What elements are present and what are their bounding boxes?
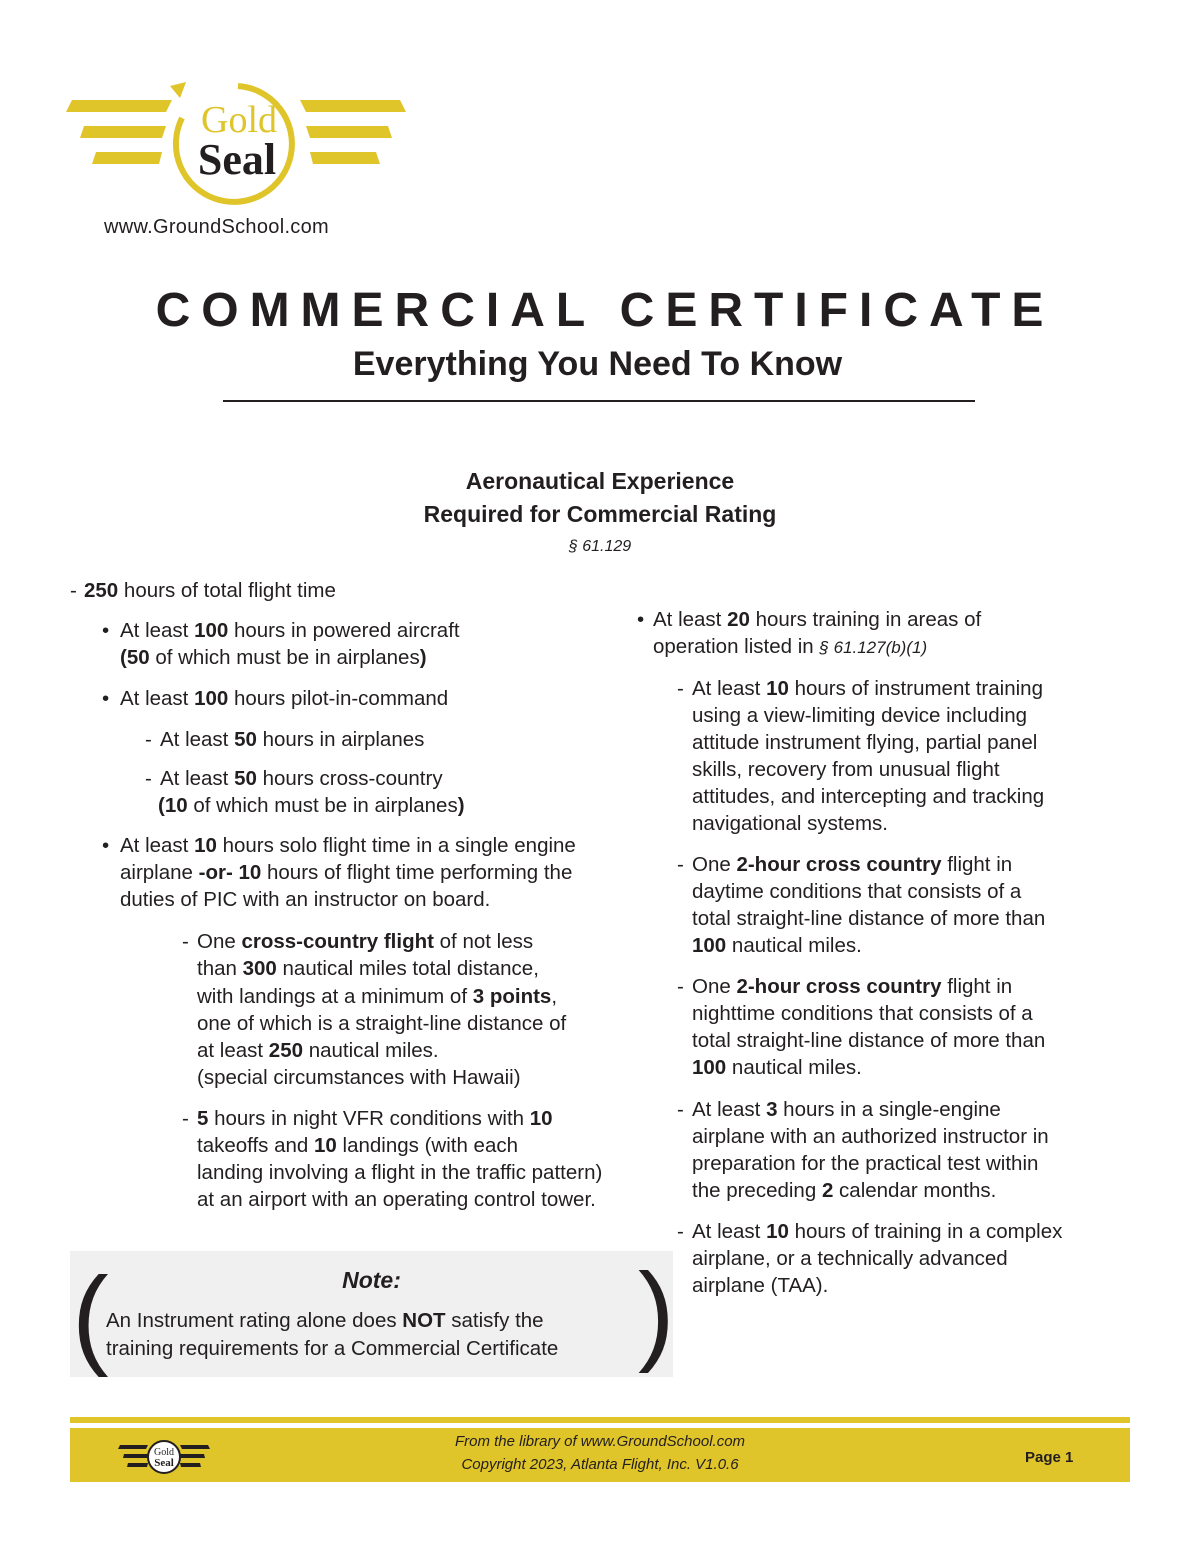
dash-marker: - bbox=[677, 1220, 684, 1243]
bullet-marker: • bbox=[102, 834, 110, 857]
footer-logo-word-seal: Seal bbox=[154, 1457, 174, 1469]
list-item-powered: At least 100 hours in powered aircraft bbox=[120, 619, 460, 642]
document-subtitle: Everything You Need To Know bbox=[352, 345, 843, 383]
list-item-night-l2: takeoffs and 10 landings (with each bbox=[197, 1134, 519, 1157]
list-item-instrument-l3: attitude instrument flying, partial panel bbox=[692, 731, 1038, 754]
list-item-solo-l2: airplane -or- 10 hours of flight time performing the bbox=[120, 861, 573, 884]
dash-marker: - bbox=[677, 975, 684, 998]
list-item-checkride-prep: At least 3 hours in a single-engine bbox=[692, 1098, 1001, 1121]
footer-copyright: Copyright 2023, Atlanta Flight, Inc. V1.0.6 bbox=[461, 1456, 739, 1473]
note-title: Note: bbox=[342, 1267, 401, 1293]
note-close-paren: ) bbox=[638, 1251, 675, 1374]
note-line-1: An Instrument rating alone does NOT satisfy the bbox=[106, 1309, 544, 1332]
list-item-total-time: 250 hours of total flight time bbox=[84, 579, 336, 602]
dash-marker: - bbox=[145, 728, 152, 751]
bullet-marker: • bbox=[637, 608, 645, 631]
list-item-night-xc-l4: 100 nautical miles. bbox=[692, 1056, 862, 1079]
note-open-paren: ( bbox=[72, 1255, 109, 1378]
section-reference: § 61.129 bbox=[568, 538, 632, 555]
list-item-solo-l3: duties of PIC with an instructor on board. bbox=[120, 888, 491, 911]
list-item-instrument: At least 10 hours of instrument training bbox=[692, 677, 1043, 700]
list-item-night-xc-l3: total straight-line distance of more than bbox=[692, 1029, 1046, 1052]
page-number: Page 1 bbox=[1025, 1449, 1074, 1466]
bullet-marker: • bbox=[102, 687, 110, 710]
section-subheading: Required for Commercial Rating bbox=[423, 501, 777, 527]
list-item-xc-flight-l5: at least 250 nautical miles. bbox=[197, 1039, 439, 1062]
bullet-marker: • bbox=[102, 619, 110, 642]
logo-word-gold: Gold bbox=[201, 99, 277, 141]
site-url[interactable]: www.GroundSchool.com bbox=[104, 216, 329, 238]
list-item-night-xc-l2: nighttime conditions that consists of a bbox=[692, 1002, 1033, 1025]
dash-marker: - bbox=[677, 853, 684, 876]
list-item-night: 5 hours in night VFR conditions with 10 bbox=[197, 1107, 553, 1130]
dash-marker: - bbox=[677, 1098, 684, 1121]
footer-rule bbox=[70, 1417, 1130, 1423]
list-item-xc-flight-l2: than 300 nautical miles total distance, bbox=[197, 957, 539, 980]
list-item-day-xc: One 2-hour cross country flight in bbox=[692, 853, 1013, 876]
footer-logo-word-gold: Gold bbox=[154, 1447, 174, 1458]
document-title: COMMERCIAL CERTIFICATE bbox=[155, 284, 1055, 337]
dash-marker: - bbox=[70, 579, 77, 602]
title-divider bbox=[223, 400, 975, 402]
list-item-instrument-l6: navigational systems. bbox=[692, 812, 888, 835]
list-item-checkride-prep-l2: airplane with an authorized instructor in bbox=[692, 1125, 1049, 1148]
list-item-training: At least 20 hours training in areas of bbox=[653, 608, 982, 631]
list-item-instrument-l5: attitudes, and intercepting and tracking bbox=[692, 785, 1045, 808]
list-item-training-l2: operation listed in § 61.127(b)(1) bbox=[653, 635, 928, 658]
gold-seal-logo bbox=[62, 78, 407, 208]
list-item-xc-flight: One cross-country flight of not less bbox=[197, 930, 534, 953]
list-item-night-xc: One 2-hour cross country flight in bbox=[692, 975, 1013, 998]
logo-word-seal: Seal bbox=[197, 135, 277, 184]
list-item-pic-airplanes: At least 50 hours in airplanes bbox=[160, 728, 425, 751]
list-item-complex-l3: airplane (TAA). bbox=[692, 1274, 829, 1297]
dash-marker: - bbox=[182, 1107, 189, 1130]
list-item-night-l3: landing involving a flight in the traffic pattern) bbox=[197, 1161, 603, 1184]
footer-library-line: From the library of www.GroundSchool.com bbox=[454, 1433, 746, 1450]
list-item-instrument-l2: using a view-limiting device including bbox=[692, 704, 1027, 727]
list-item-xc-flight-l6: (special circumstances with Hawaii) bbox=[197, 1066, 521, 1089]
dash-marker: - bbox=[677, 677, 684, 700]
list-item-powered-cont: (50 of which must be in airplanes) bbox=[120, 646, 427, 669]
list-item-night-l4: at an airport with an operating control tower. bbox=[197, 1188, 596, 1211]
list-item-checkride-prep-l4: the preceding 2 calendar months. bbox=[692, 1179, 997, 1202]
list-item-complex-l2: airplane, or a technically advanced bbox=[692, 1247, 1008, 1270]
section-heading: Aeronautical Experience bbox=[465, 468, 735, 494]
list-item-xc-flight-l3: with landings at a minimum of 3 points, bbox=[197, 985, 558, 1008]
list-item-solo: At least 10 hours solo flight time in a single engine bbox=[120, 834, 576, 857]
dash-marker: - bbox=[182, 930, 189, 953]
list-item-xc-flight-l4: one of which is a straight-line distance of bbox=[197, 1012, 567, 1035]
dash-marker: - bbox=[145, 767, 152, 790]
list-item-pic-xc: At least 50 hours cross-country bbox=[160, 767, 443, 790]
list-item-pic-xc-cont: (10 of which must be in airplanes) bbox=[158, 794, 465, 817]
list-item-day-xc-l3: total straight-line distance of more than bbox=[692, 907, 1046, 930]
list-item-pic: At least 100 hours pilot-in-command bbox=[120, 687, 449, 710]
list-item-day-xc-l4: 100 nautical miles. bbox=[692, 934, 862, 957]
note-line-2: training requirements for a Commercial Certificate bbox=[106, 1337, 559, 1360]
list-item-checkride-prep-l3: preparation for the practical test within bbox=[692, 1152, 1039, 1175]
list-item-instrument-l4: skills, recovery from unusual flight bbox=[692, 758, 1000, 781]
list-item-day-xc-l2: daytime conditions that consists of a bbox=[692, 880, 1022, 903]
list-item-complex: At least 10 hours of training in a complex bbox=[692, 1220, 1063, 1243]
